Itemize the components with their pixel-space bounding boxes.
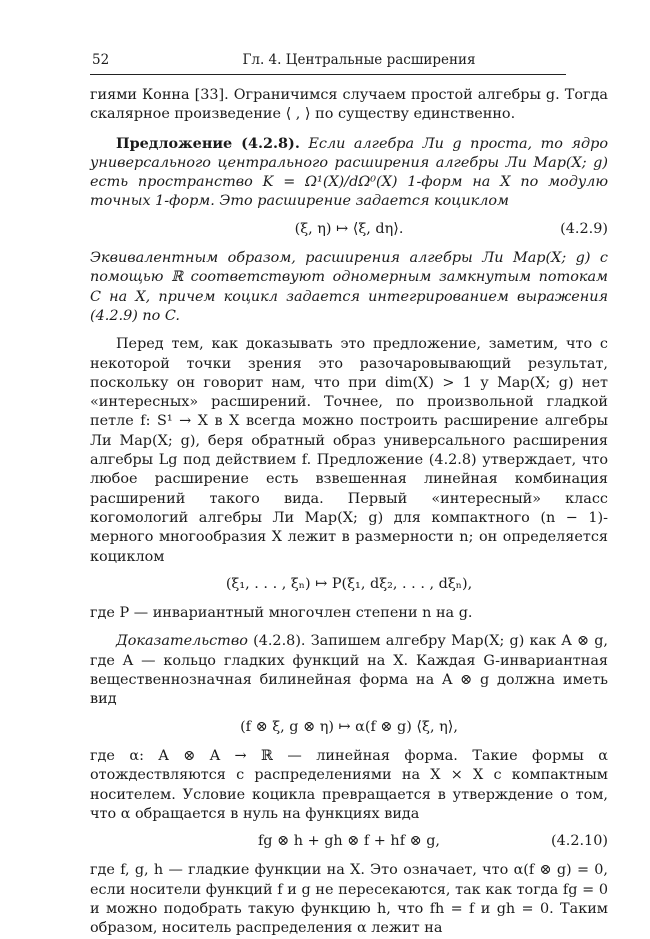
- equation-expression: fg ⊗ h + gh ⊗ f + hf ⊗ g,: [257, 833, 441, 850]
- equation-expression: (ξ₁, . . . , ξₙ) ↦ P(ξ₁, dξ₂, . . . , dξₙ),: [225, 575, 473, 592]
- paragraph-intro: гиями Конна [33]. Ограничимся случаем простой алгебры g. Тогда скалярное произведение ⟨ , ⟩ по существу единственно.: [90, 87, 608, 123]
- equation-expression: (f ⊗ ξ, g ⊗ η) ↦ α(f ⊗ g) ⟨ξ, η⟩,: [240, 718, 458, 735]
- running-title: Гл. 4. Центральные расширения: [242, 52, 476, 68]
- proposition-4-2-8: [90, 134, 608, 212]
- equation-4-2-10: [90, 832, 608, 851]
- page-header: [92, 52, 566, 68]
- proposition-label: Предложение (4.2.8).: [116, 134, 300, 152]
- paragraph-support: где f, g, h — гладкие функции на X. Это означает, что α(f ⊗ g) = 0, если носители функций f и g не пересекаются, так как тогда fg = 0 и можно подобрать такую функцию h, что fh = f и gh = 0. Таким образом, носитель распределения α лежит на: [90, 862, 608, 937]
- equation-4-2-9: [90, 220, 608, 239]
- equivalent-statement: Эквивалентным образом, расширения алгебры Ли Map(X; g) с помощью ℝ соответствуют одномерным замкнутым потокам C на X, причем коцикл задается интегрированием выражения (4.2.9) по C.: [90, 250, 608, 324]
- paragraph-remark: Перед тем, как доказывать это предложение, заметим, что с некоторой точки зрения это разочаровывающий результат, поскольку он говорит нам, что при dim(X) > 1 у Map(X; g) нет «интересных» расширений. Точнее, по произвольной гладкой петле f: S¹ → X в X всегда можно построить расширение алгебры Ли Map(X; g), беря обратный образ универсального расширения алгебры Lg под действием f. Предложение (4.2.8) утверждает, что любое расширение есть взвешенная линейная комбинация расширений такого вида. Первый «интересный» класс когомологий алгебры Ли Map(X; g) для компактного (n − 1)-мерного многообразия X лежит в размерности n; он определяется коциклом: [90, 336, 608, 565]
- page-body: [90, 86, 608, 939]
- paragraph-linear-form: где α: A ⊗ A → ℝ — линейная форма. Такие формы α отождествляются с распределениями на X × X с компактным носителем. Условие коцикла превращается в утверждение о том, что α обращается в нуль на функциях вида: [90, 747, 608, 822]
- equation-cocycle: [90, 575, 608, 594]
- equation-number: (4.2.10): [550, 833, 608, 850]
- header-rule: [90, 74, 566, 75]
- equation-number: (4.2.9): [560, 220, 608, 237]
- equation-bilinear-form: [90, 718, 608, 737]
- proposition-text: Если алгебра Ли g проста, то ядро универсального центрального расширения алгебры Ли Map(X; g) есть пространство K = Ω¹(X)/dΩ⁰(X) 1-форм на X по модулю точных 1-форм. Это расширение задается коциклом: [90, 135, 609, 210]
- proof-label: Доказательство: [116, 633, 248, 650]
- page-number: 52: [92, 52, 110, 68]
- paragraph-polynomial: где P — инвариантный многочлен степени n на g.: [90, 605, 473, 622]
- equation-expression: (ξ, η) ↦ ⟨ξ, dη⟩.: [294, 220, 404, 237]
- proof-paragraph: [90, 632, 608, 709]
- proof-text: (4.2.8). Запишем алгебру Map(X; g) как A ⊗ g, где A — кольцо гладких функций на X. Каждая G-инвариантная вещественнозначная билинейная форма на A ⊗ g должна иметь вид: [90, 633, 608, 708]
